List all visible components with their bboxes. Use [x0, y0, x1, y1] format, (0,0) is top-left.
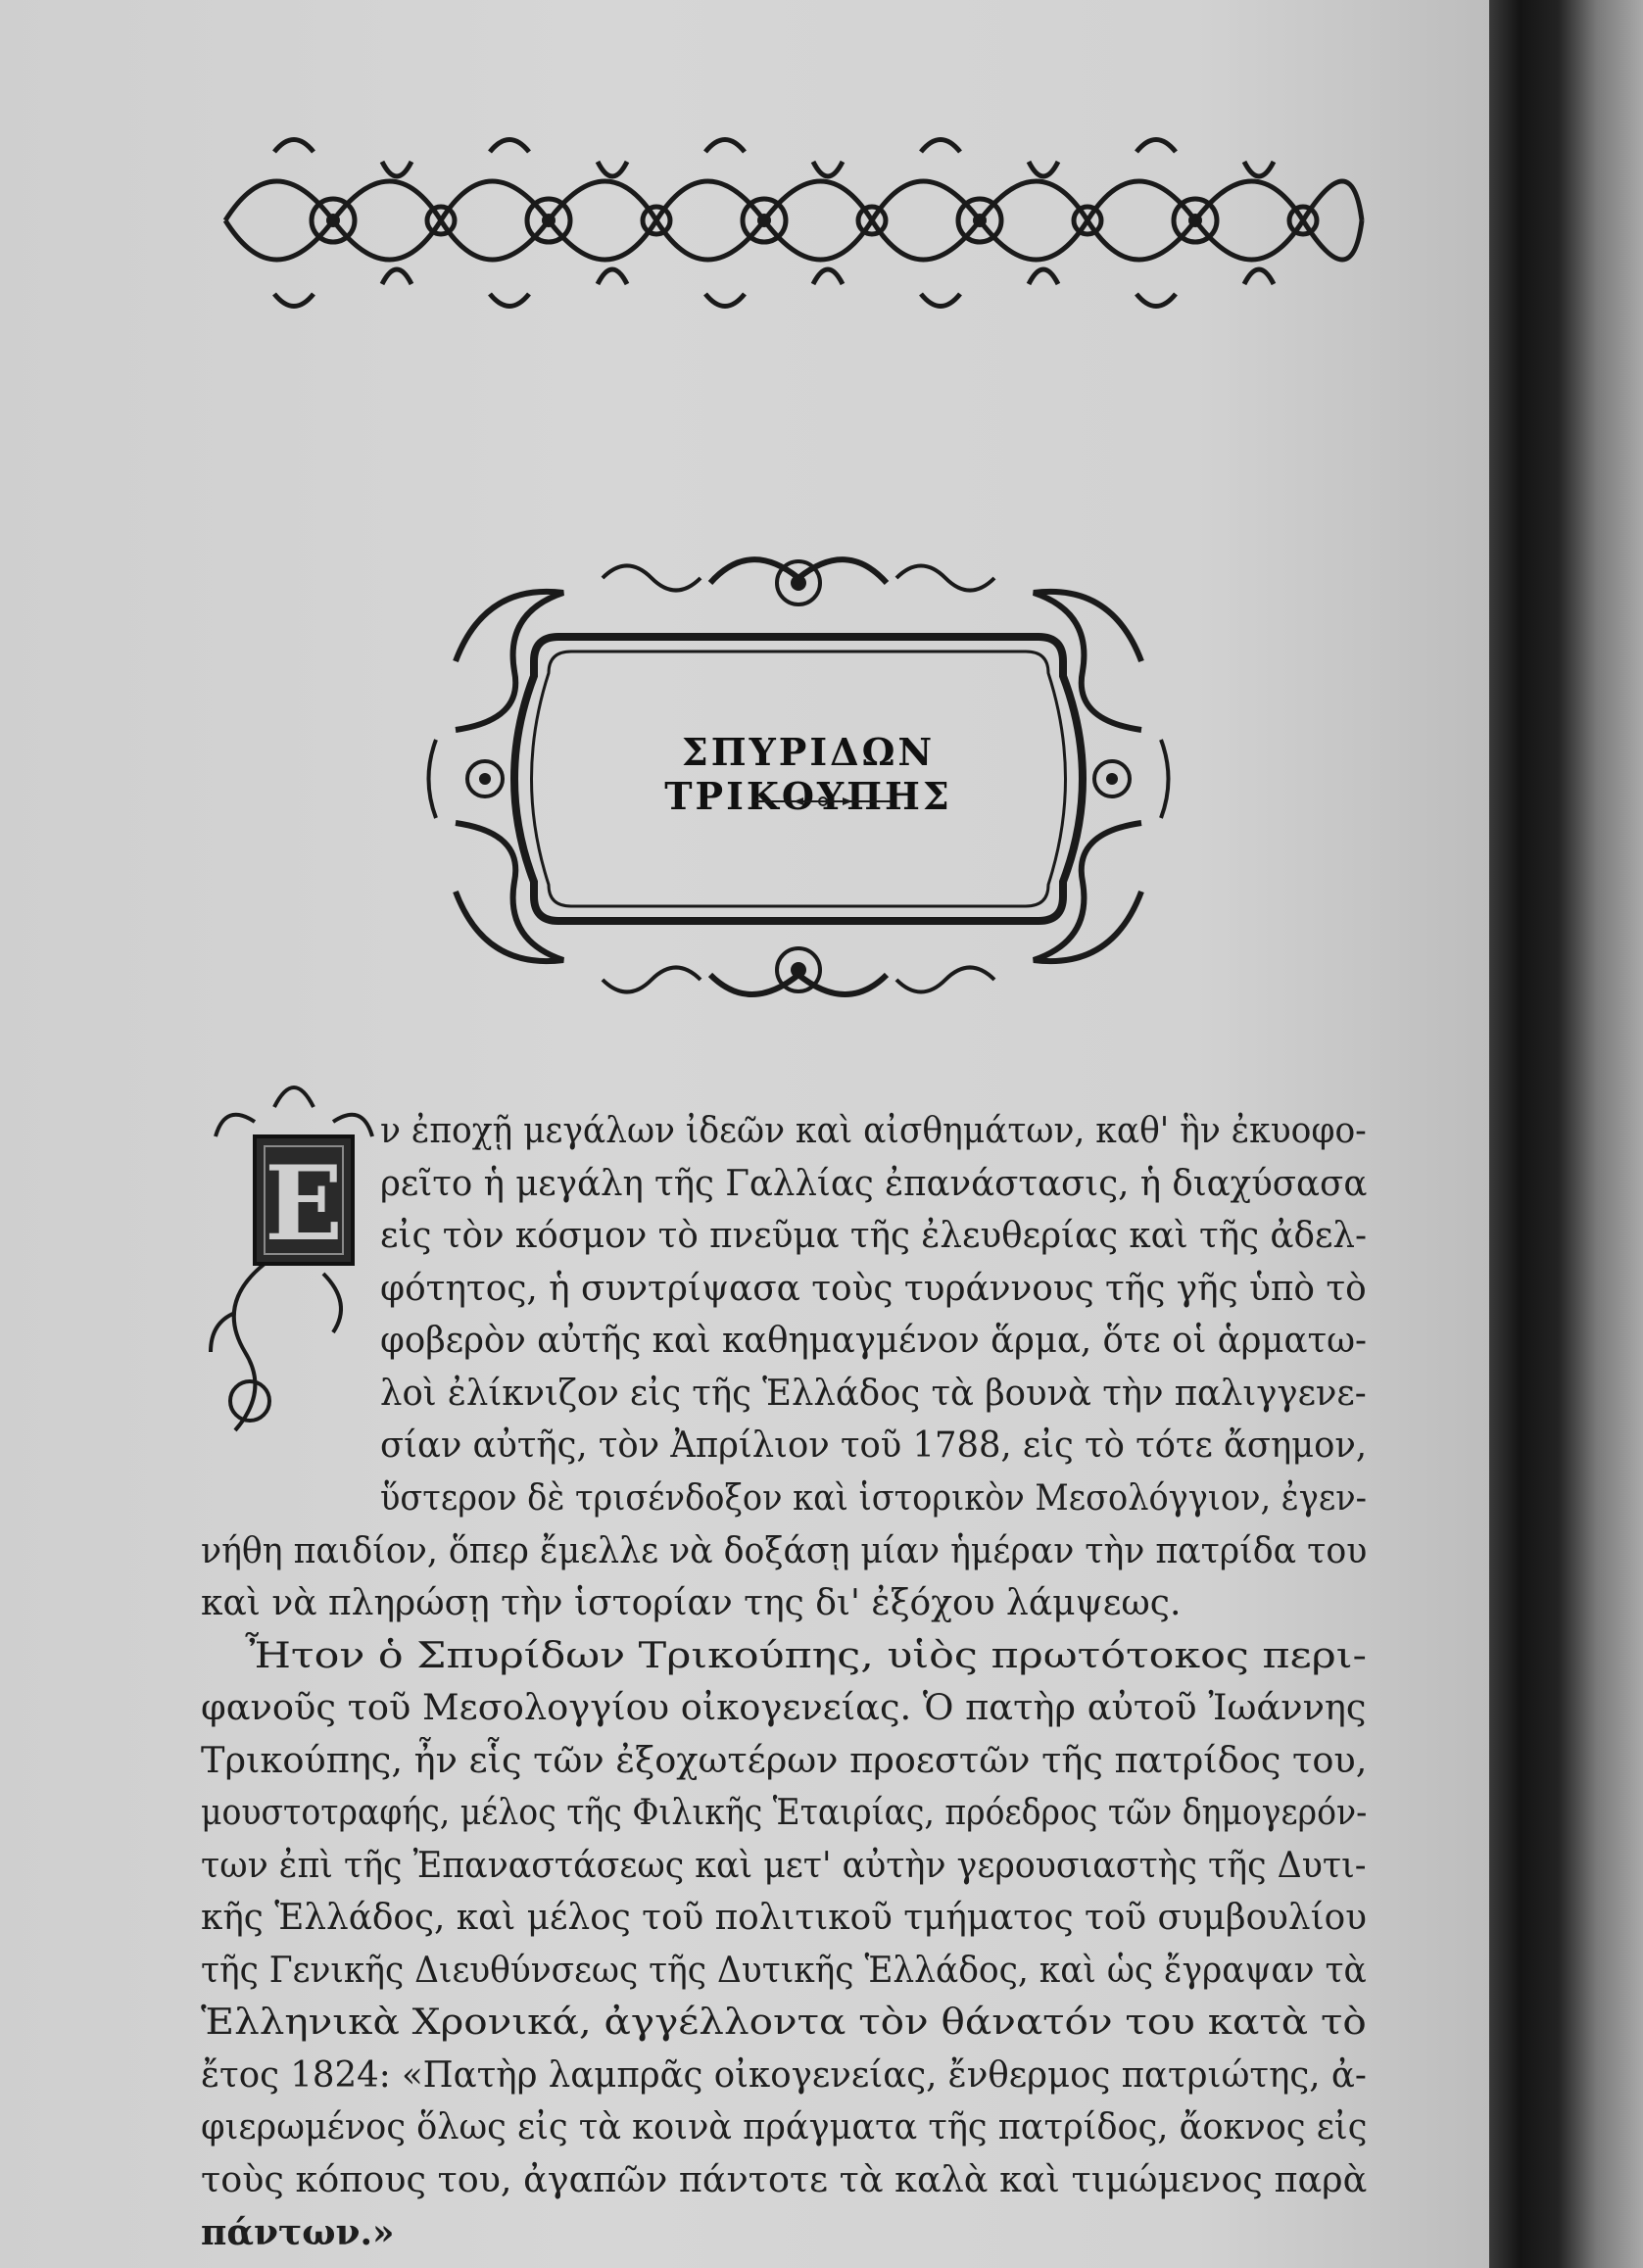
text-line: Τρικούπης, ἦν εἷς τῶν ἐξοχωτέρων προεστῶν τῆς πατρίδος του, — [201, 1741, 1368, 1781]
text-line: τοὺς κόπους του, ἀγαπῶν πάντοτε τὰ καλὰ καὶ τιμώμενος παρὰ — [201, 2160, 1368, 2200]
text-line: πάντων.» — [201, 2212, 395, 2253]
text-line: Ἦτον ὁ Σπυρίδων Τρικούπης, υἱὸς πρωτότοκος περι- — [245, 1636, 1367, 1676]
text-line: νήθη παιδίον, ὅπερ ἔμελλε νὰ δοξάσῃ μίαν ἡμέραν τὴν πατρίδα του — [201, 1531, 1368, 1571]
text-line: ν ἐποχῇ μεγάλων ἰδεῶν καὶ αἰσθημάτων, καθ' ἣν ἐκυοφο- — [380, 1111, 1367, 1151]
text-line: κῆς Ἑλλάδος, καὶ μέλος τοῦ πολιτικοῦ τμήματος τοῦ συμβουλίου — [201, 1898, 1367, 1938]
text-line: καὶ νὰ πληρώσῃ τὴν ἱστορίαν της δι' ἐξόχου λάμψεως. — [201, 1583, 1182, 1623]
text-line: των ἐπὶ τῆς Ἐπαναστάσεως καὶ μετ' αὐτὴν γερουσιαστὴς τῆς Δυτι- — [201, 1846, 1367, 1886]
page-title: ΣΠΥΡΙΔΩΝ ΤΡΙΚΟΥΠΗΣ — [664, 730, 952, 818]
text-line: ρεῖτο ἡ μεγάλη τῆς Γαλλίας ἐπανάστασις, ἡ διαχύσασα — [380, 1164, 1368, 1204]
text-line: σίαν αὐτῆς, τὸν Ἀπρίλιον τοῦ 1788, εἰς τὸ τότε ἄσημον, — [380, 1425, 1368, 1466]
text-line: ἔτος 1824: «Πατὴρ λαμπρᾶς οἰκογενείας, ἔνθερμος πατριώτης, ἀ- — [201, 2055, 1367, 2096]
book-gutter — [1489, 0, 1643, 2268]
text-line: εἰς τὸν κόσμον τὸ πνεῦμα τῆς ἐλευθερίας καὶ τῆς ἀδελ- — [380, 1216, 1368, 1256]
text-line: φότητος, ἡ συντρίψασα τοὺς τυράννους τῆς γῆς ὑπὸ τὸ — [380, 1269, 1367, 1309]
text-line: φανοῦς τοῦ Μεσολογγίου οἰκογενείας. Ὁ πατὴρ αὐτοῦ Ἰωάννης — [201, 1688, 1367, 1728]
text-line: λοὶ ἐλίκνιζον εἰς τῆς Ἑλλάδος τὰ βουνὰ τὴν παλιγγενε- — [380, 1374, 1367, 1414]
text-line: φοβερὸν αὐτῆς καὶ καθημαγμένον ἅρμα, ὅτε οἱ ἁρματω- — [380, 1321, 1367, 1361]
text-line: Ἑλληνικὰ Χρονικά, ἀγγέλλοντα τὸν θάνατόν του κατὰ τὸ — [201, 2003, 1367, 2043]
drop-capital-letter: E — [264, 1142, 344, 1264]
text-line: ὕστερον δὲ τρισένδοξον καὶ ἱστορικὸν Μεσολόγγιον, ἐγεν- — [380, 1478, 1367, 1519]
text-line: φιερωμένος ὅλως εἰς τὰ κοινὰ πράγματα τῆς πατρίδος, ἄοκνος εἰς — [201, 2107, 1368, 2147]
text-line: τῆς Γενικῆς Διευθύνσεως τῆς Δυτικῆς Ἑλλάδος, καὶ ὡς ἔγραψαν τὰ — [201, 1951, 1367, 1991]
text-line: μουστοτραφής, μέλος τῆς Φιλικῆς Ἑταιρίας, πρόεδρος τῶν δημογερόν- — [201, 1793, 1368, 1833]
